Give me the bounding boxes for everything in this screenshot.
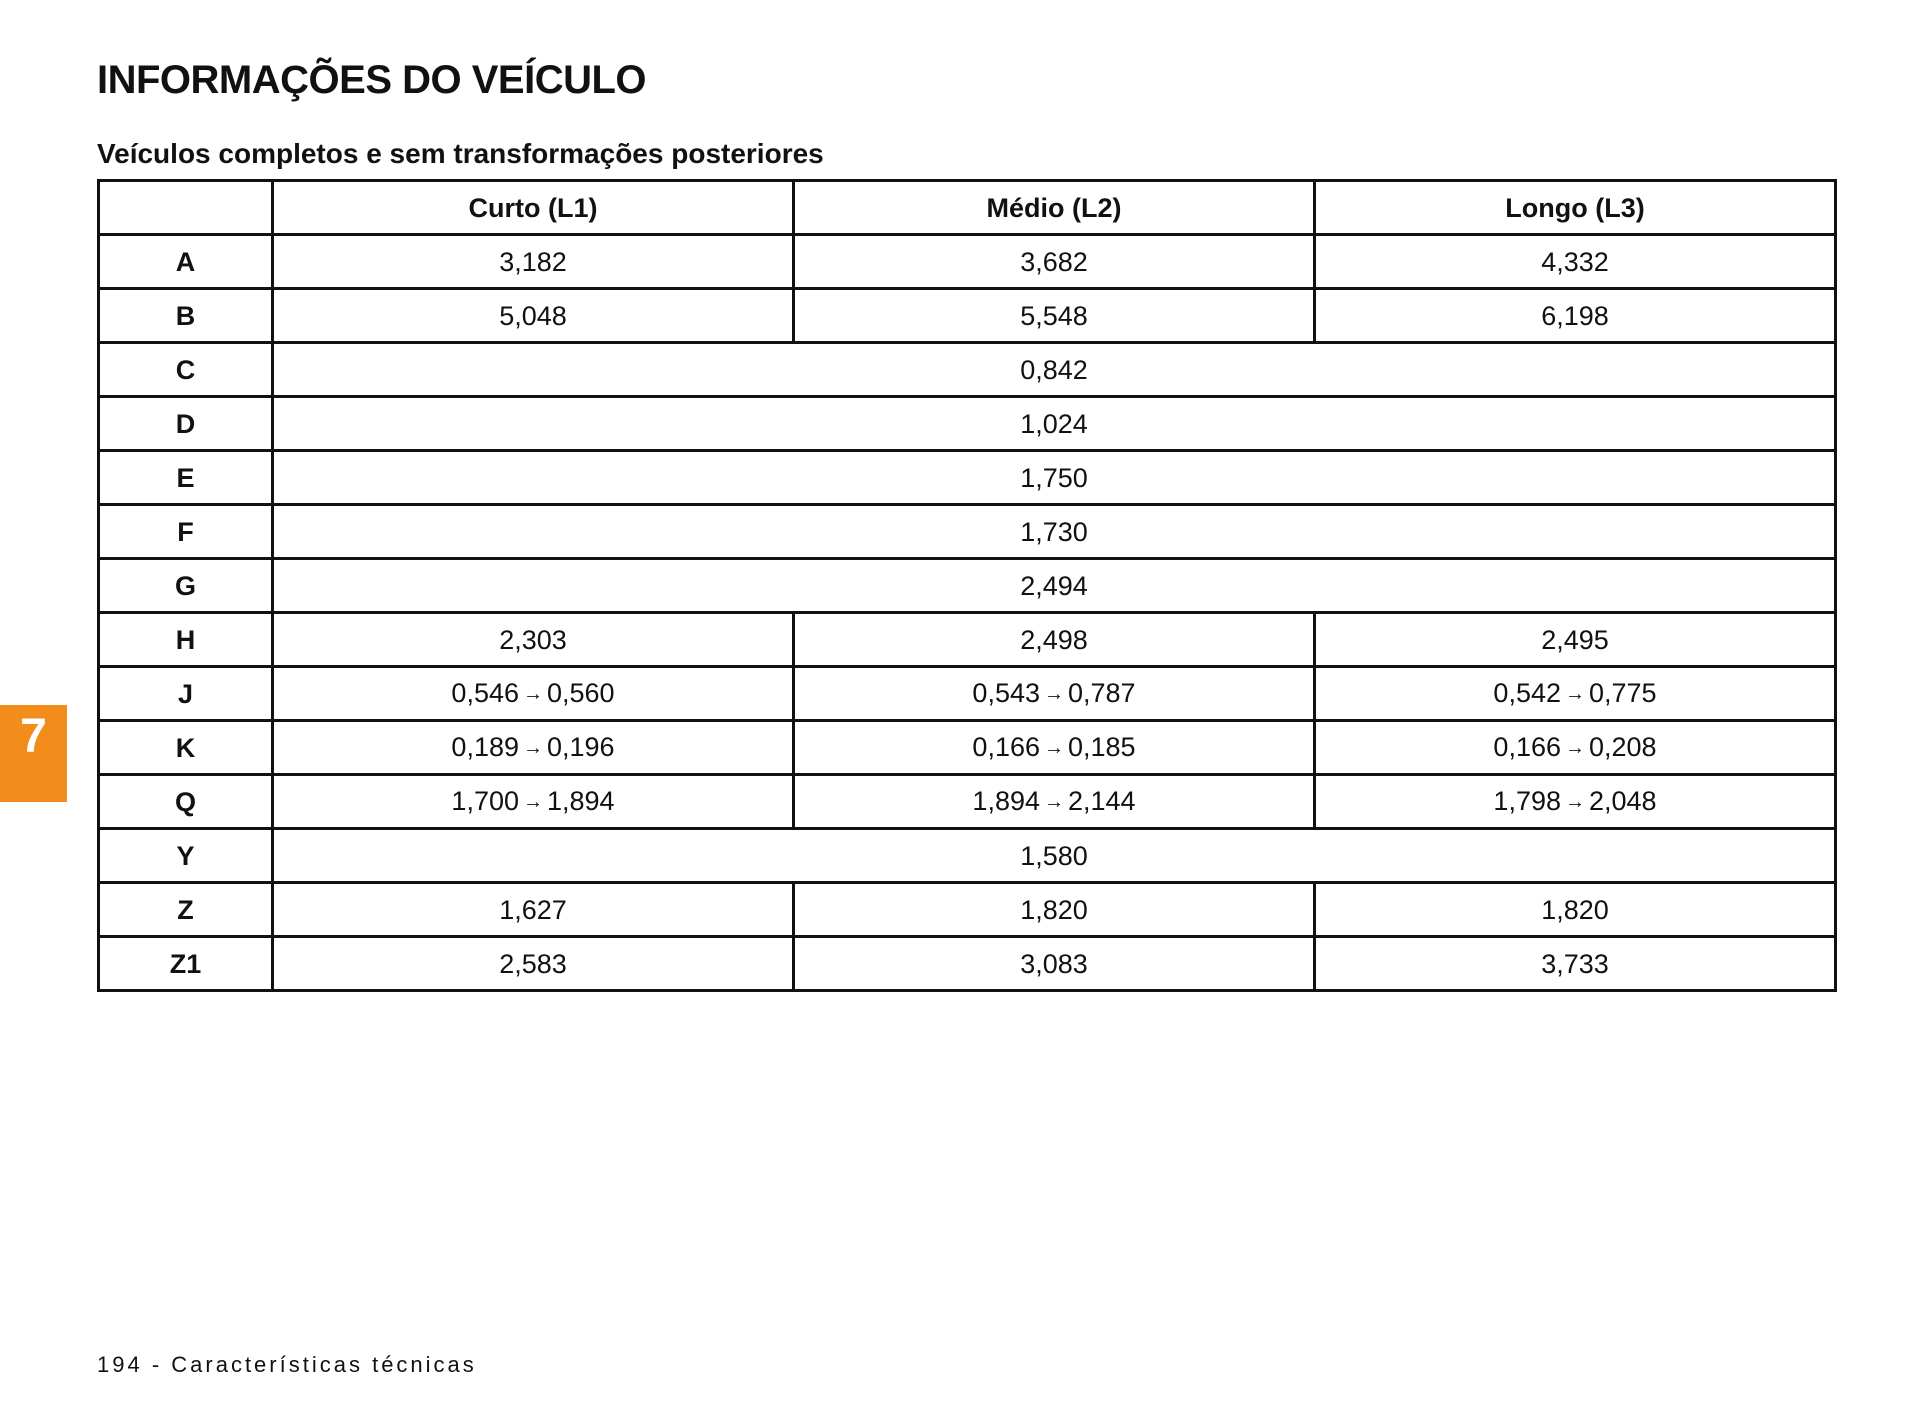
page-footer: 194 - Características técnicas [97,1352,477,1377]
spanning-value-cell: 1,024 [273,397,1836,451]
header-cell-curto: Curto (L1) [273,181,794,235]
row-label: Q [99,775,273,829]
value-cell: 5,548 [794,289,1315,343]
range-min: 1,798 [1493,786,1561,816]
spanning-value-cell: 2,494 [273,559,1836,613]
page-title: INFORMAÇÕES DO VEÍCULO [97,58,647,102]
spanning-value-cell: 1,580 [273,829,1836,883]
range-max: 0,787 [1068,678,1136,708]
table-row [99,397,1836,451]
value-cell: 1,820 [794,883,1315,937]
row-label: Y [99,829,273,883]
table-header-row [99,181,1836,235]
arrow-right-icon: → [1565,683,1585,705]
table-row [99,883,1836,937]
range-min: 0,189 [451,732,519,762]
range-cell [273,667,794,721]
range-cell [273,721,794,775]
range-max: 0,208 [1589,732,1657,762]
arrow-right-icon: → [1044,791,1064,813]
row-label: B [99,289,273,343]
section-subtitle: Veículos completos e sem transformações posteriores [97,138,824,169]
range-max: 0,775 [1589,678,1657,708]
table-row [99,829,1836,883]
range-cell [1315,667,1836,721]
range-max: 0,560 [547,678,615,708]
table-row [99,559,1836,613]
row-label: D [99,397,273,451]
table-row [99,505,1836,559]
table-row [99,775,1836,829]
arrow-right-icon: → [523,737,543,759]
table-row [99,667,1836,721]
value-cell: 2,583 [273,937,794,991]
range-min: 1,700 [451,786,519,816]
row-label: H [99,613,273,667]
arrow-right-icon: → [523,683,543,705]
row-label: F [99,505,273,559]
range-max: 2,048 [1589,786,1657,816]
value-cell: 4,332 [1315,235,1836,289]
range-max: 0,185 [1068,732,1136,762]
arrow-right-icon: → [1565,737,1585,759]
row-label: A [99,235,273,289]
range-cell [1315,721,1836,775]
table-row [99,613,1836,667]
table-body [99,235,1836,991]
range-cell [794,721,1315,775]
range-min: 0,543 [972,678,1040,708]
arrow-right-icon: → [1565,791,1585,813]
row-label: Z1 [99,937,273,991]
arrow-right-icon: → [1044,737,1064,759]
header-cell-medio: Médio (L2) [794,181,1315,235]
value-cell: 2,498 [794,613,1315,667]
range-min: 0,166 [972,732,1040,762]
spanning-value-cell: 1,750 [273,451,1836,505]
range-max: 2,144 [1068,786,1136,816]
value-cell: 1,627 [273,883,794,937]
dimensions-table [97,179,1837,992]
row-label: K [99,721,273,775]
range-min: 1,894 [972,786,1040,816]
chapter-number: 7 [20,710,47,763]
chapter-tab [0,705,67,802]
range-max: 1,894 [547,786,615,816]
range-min: 0,166 [1493,732,1561,762]
table-row [99,289,1836,343]
row-label: Z [99,883,273,937]
value-cell: 3,083 [794,937,1315,991]
table-row [99,721,1836,775]
spanning-value-cell: 0,842 [273,343,1836,397]
table-row [99,343,1836,397]
value-cell: 1,820 [1315,883,1836,937]
row-label: E [99,451,273,505]
row-label: J [99,667,273,721]
value-cell: 2,303 [273,613,794,667]
range-min: 0,542 [1493,678,1561,708]
range-cell [794,775,1315,829]
spanning-value-cell: 1,730 [273,505,1836,559]
range-cell [1315,775,1836,829]
value-cell: 5,048 [273,289,794,343]
table-row [99,937,1836,991]
row-label: C [99,343,273,397]
value-cell: 2,495 [1315,613,1836,667]
range-cell [794,667,1315,721]
row-label: G [99,559,273,613]
value-cell: 3,182 [273,235,794,289]
value-cell: 3,682 [794,235,1315,289]
range-max: 0,196 [547,732,615,762]
value-cell: 3,733 [1315,937,1836,991]
table-row [99,451,1836,505]
value-cell: 6,198 [1315,289,1836,343]
header-cell-empty [99,181,273,235]
range-cell [273,775,794,829]
range-min: 0,546 [451,678,519,708]
header-cell-longo: Longo (L3) [1315,181,1836,235]
arrow-right-icon: → [1044,683,1064,705]
table-row [99,235,1836,289]
arrow-right-icon: → [523,791,543,813]
